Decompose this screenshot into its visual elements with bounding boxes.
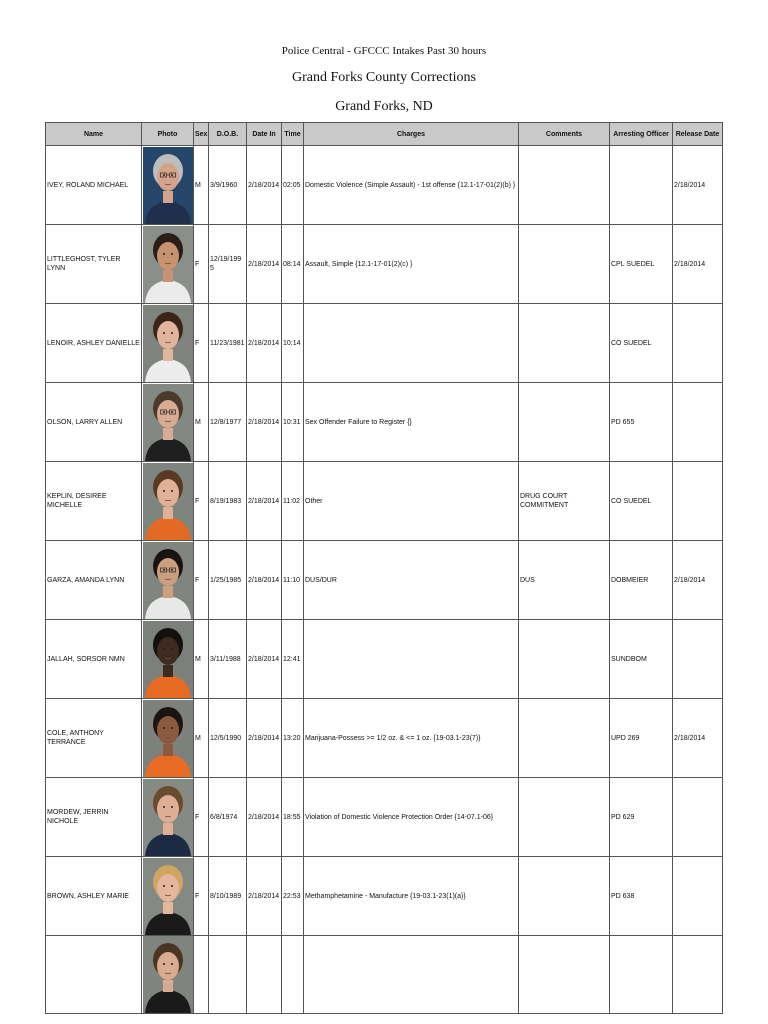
cell-time: 13:20 [282, 699, 304, 778]
mugshot-photo [143, 858, 193, 935]
cell-release-date [673, 383, 723, 462]
cell-sex: F [194, 857, 209, 936]
cell-dob: 6/8/1974 [209, 778, 247, 857]
cell-release-date [673, 462, 723, 541]
cell-name: MORDEW, JERRIN NICHOLE [46, 778, 142, 857]
cell-release-date [673, 304, 723, 383]
table-row [46, 304, 723, 383]
col-header-arresting-officer: Arresting Officer [610, 123, 673, 146]
mugshot-photo [143, 700, 193, 777]
cell-time: 10:31 [282, 383, 304, 462]
cell-name: LITTLEGHOST, TYLER LYNN [46, 225, 142, 304]
cell-comments [519, 146, 610, 225]
cell-photo [142, 620, 194, 699]
intake-table [45, 122, 723, 1014]
cell-release-date [673, 857, 723, 936]
cell-dob [209, 936, 247, 1014]
cell-date-in: 2/18/2014 [247, 225, 282, 304]
mugshot-photo [143, 305, 193, 382]
cell-dob: 12/8/1977 [209, 383, 247, 462]
cell-dob: 3/9/1960 [209, 146, 247, 225]
cell-sex: F [194, 304, 209, 383]
cell-arresting-officer: CPL SUEDEL [610, 225, 673, 304]
cell-date-in: 2/18/2014 [247, 146, 282, 225]
cell-name: BROWN, ASHLEY MARIE [46, 857, 142, 936]
cell-comments [519, 857, 610, 936]
cell-date-in: 2/18/2014 [247, 699, 282, 778]
cell-photo [142, 699, 194, 778]
cell-dob: 3/11/1988 [209, 620, 247, 699]
mugshot-photo [143, 621, 193, 698]
cell-charges: Marijuana-Possess >= 1/2 oz. & <= 1 oz. {19-03.1-23(7)} [304, 699, 519, 778]
cell-release-date [673, 936, 723, 1014]
table-row [46, 699, 723, 778]
cell-photo [142, 857, 194, 936]
cell-comments [519, 778, 610, 857]
col-header-name: Name [46, 123, 142, 146]
cell-release-date [673, 778, 723, 857]
cell-comments [519, 620, 610, 699]
cell-sex [194, 936, 209, 1014]
cell-time: 11:10 [282, 541, 304, 620]
cell-dob: 11/23/1981 [209, 304, 247, 383]
cell-time: 22:53 [282, 857, 304, 936]
report-subtitle: Police Central - GFCCC Intakes Past 30 hours [281, 45, 487, 57]
mugshot-photo [143, 779, 193, 856]
table-row [46, 857, 723, 936]
cell-charges [304, 620, 519, 699]
cell-comments: DUS [519, 541, 610, 620]
cell-name: JALLAH, SORSOR NMN [46, 620, 142, 699]
cell-dob: 12/5/1990 [209, 699, 247, 778]
cell-arresting-officer [610, 146, 673, 225]
cell-name: IVEY, ROLAND MICHAEL [46, 146, 142, 225]
cell-name: LENOIR, ASHLEY DANIELLE [46, 304, 142, 383]
cell-comments [519, 699, 610, 778]
cell-comments [519, 936, 610, 1014]
table-row [46, 462, 723, 541]
cell-name: KEPLIN, DESIREE MICHELLE [46, 462, 142, 541]
mugshot-photo [143, 226, 193, 303]
cell-date-in: 2/18/2014 [247, 541, 282, 620]
cell-time: 10:14 [282, 304, 304, 383]
mugshot-photo [143, 463, 193, 540]
cell-charges [304, 936, 519, 1014]
mugshot-photo [143, 936, 193, 1013]
cell-name [46, 936, 142, 1014]
cell-comments [519, 383, 610, 462]
facility-location: Grand Forks, ND [335, 99, 433, 114]
cell-comments: DRUG COURT COMMITMENT [519, 462, 610, 541]
cell-name: COLE, ANTHONY TERRANCE [46, 699, 142, 778]
cell-sex: F [194, 778, 209, 857]
cell-date-in: 2/18/2014 [247, 304, 282, 383]
cell-time [282, 936, 304, 1014]
cell-name: GARZA, AMANDA LYNN [46, 541, 142, 620]
cell-arresting-officer: DOBMEIER [610, 541, 673, 620]
cell-date-in: 2/18/2014 [247, 778, 282, 857]
cell-arresting-officer [610, 936, 673, 1014]
cell-dob: 8/10/1989 [209, 857, 247, 936]
cell-arresting-officer: CO SUEDEL [610, 462, 673, 541]
cell-charges: Violation of Domestic Violence Protection Order {14-07.1-06} [304, 778, 519, 857]
cell-date-in: 2/18/2014 [247, 383, 282, 462]
cell-charges: Domestic Violence (Simple Assault) - 1st offense {12.1-17-01(2)(b) } [304, 146, 519, 225]
cell-arresting-officer: PD 638 [610, 857, 673, 936]
cell-sex: M [194, 699, 209, 778]
cell-date-in: 2/18/2014 [247, 620, 282, 699]
cell-release-date: 2/18/2014 [673, 541, 723, 620]
cell-sex: F [194, 462, 209, 541]
table-row [46, 936, 723, 1014]
cell-release-date [673, 620, 723, 699]
facility-name: Grand Forks County Corrections [292, 70, 476, 85]
cell-arresting-officer: SUNDBOM [610, 620, 673, 699]
cell-photo [142, 146, 194, 225]
cell-sex: M [194, 620, 209, 699]
cell-time: 18:55 [282, 778, 304, 857]
cell-release-date: 2/18/2014 [673, 225, 723, 304]
cell-charges: Methamphetamine - Manufacture {19-03.1-23(1)(a)} [304, 857, 519, 936]
cell-comments [519, 304, 610, 383]
cell-date-in [247, 936, 282, 1014]
cell-sex: M [194, 383, 209, 462]
cell-time: 12:41 [282, 620, 304, 699]
cell-comments [519, 225, 610, 304]
table-row [46, 383, 723, 462]
cell-photo [142, 936, 194, 1014]
table-row [46, 620, 723, 699]
cell-date-in: 2/18/2014 [247, 462, 282, 541]
cell-photo [142, 383, 194, 462]
cell-dob: 12/19/1995 [209, 225, 247, 304]
cell-arresting-officer: PD 629 [610, 778, 673, 857]
col-header-photo: Photo [142, 123, 194, 146]
mugshot-photo [143, 147, 193, 224]
cell-charges: Other [304, 462, 519, 541]
cell-name: OLSON, LARRY ALLEN [46, 383, 142, 462]
cell-release-date: 2/18/2014 [673, 699, 723, 778]
col-header-dob: D.O.B. [209, 123, 247, 146]
cell-dob: 8/19/1983 [209, 462, 247, 541]
cell-photo [142, 541, 194, 620]
cell-time: 08:14 [282, 225, 304, 304]
cell-dob: 1/25/1985 [209, 541, 247, 620]
col-header-charges: Charges [304, 123, 519, 146]
cell-time: 02:05 [282, 146, 304, 225]
cell-date-in: 2/18/2014 [247, 857, 282, 936]
cell-arresting-officer: UPD 269 [610, 699, 673, 778]
cell-photo [142, 462, 194, 541]
table-row [46, 541, 723, 620]
cell-sex: F [194, 225, 209, 304]
cell-time: 11:02 [282, 462, 304, 541]
cell-release-date: 2/18/2014 [673, 146, 723, 225]
cell-sex: F [194, 541, 209, 620]
cell-arresting-officer: PD 655 [610, 383, 673, 462]
mugshot-photo [143, 384, 193, 461]
col-header-time: Time [282, 123, 304, 146]
cell-sex: M [194, 146, 209, 225]
cell-charges [304, 304, 519, 383]
cell-charges: Assault, Simple {12.1-17-01(2)(c) } [304, 225, 519, 304]
table-header-row [46, 123, 723, 146]
table-row [46, 146, 723, 225]
col-header-date-in: Date In [247, 123, 282, 146]
mugshot-photo [143, 542, 193, 619]
cell-photo [142, 225, 194, 304]
cell-photo [142, 304, 194, 383]
table-row [46, 225, 723, 304]
cell-charges: DUS/DUR [304, 541, 519, 620]
table-row [46, 778, 723, 857]
cell-arresting-officer: CO SUEDEL [610, 304, 673, 383]
cell-charges: Sex Offender Failure to Register {} [304, 383, 519, 462]
col-header-comments: Comments [519, 123, 610, 146]
col-header-release-date: Release Date [673, 123, 723, 146]
cell-photo [142, 778, 194, 857]
col-header-sex: Sex [194, 123, 209, 146]
